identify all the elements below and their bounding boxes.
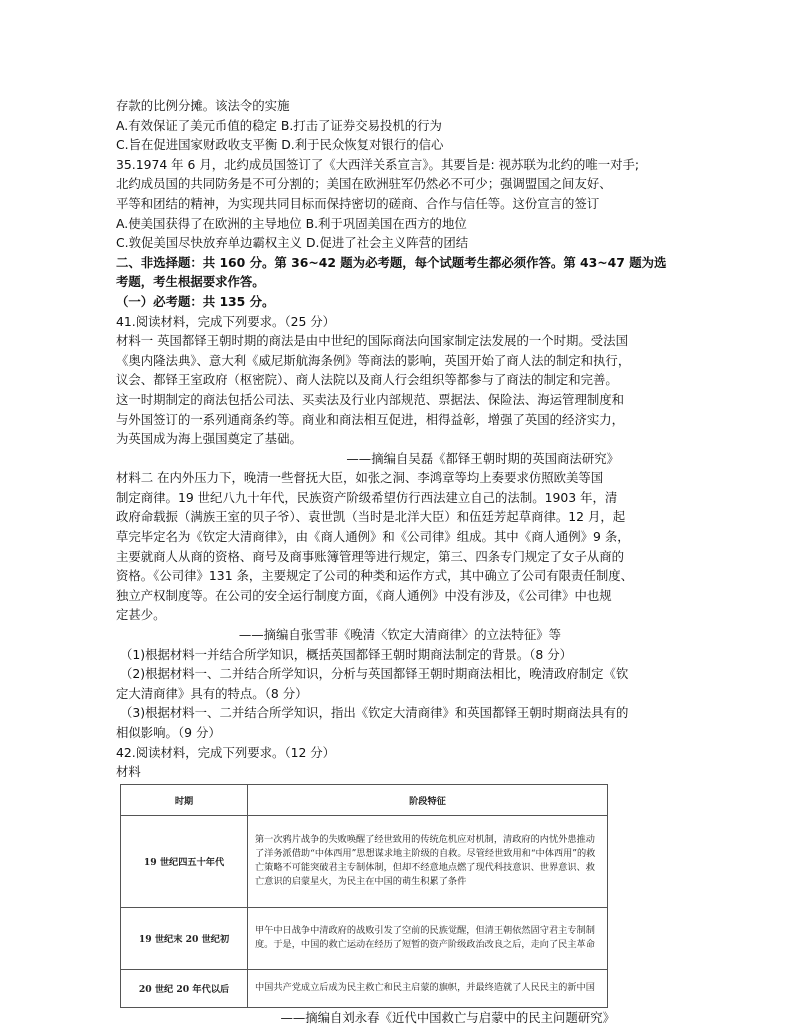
- q41-m2-line: 材料二 在内外压力下，晚清一些督抚大臣，如张之洞、李鸿章等均上奏要求仿照欧美等国: [116, 470, 604, 486]
- q41-subquestion-2-line-2: 定大清商律》具有的特点。（8 分）: [116, 685, 308, 701]
- q34-options-ab: A.有效保证了美元币值的稳定 B.打击了证券交易投机的行为: [116, 117, 442, 133]
- section2-heading-line-1: 二、非选择题：共 160 分。第 36~42 题为必考题，每个试题考生都必须作答。第 43~47 题为选: [116, 254, 667, 270]
- q41-subquestion-3-line-2: 相似影响。（9 分）: [116, 725, 221, 740]
- q41-m1-line: 《奥内隆法典》、意大利《威尼斯航海条例》等商法的影响，英国开始了商人法的制定和执行，: [116, 352, 631, 368]
- q41-m1-line: 为英国成为海上强国奠定了基础。: [116, 431, 302, 447]
- q35-stem-line-2: 北约成员国的共同防务是不可分割的；美国在欧洲驻军仍然必不可少；强调盟国之间友好、: [116, 176, 612, 192]
- required-section-heading: （一）必考题：共 135 分。: [116, 293, 275, 309]
- q34-options-cd: C.旨在促进国家财政收支平衡 D.利于民众恢复对银行的信心: [116, 137, 444, 153]
- q41-m2-line: 定甚少。: [116, 607, 166, 623]
- q41-m2-line: 资格。《公司律》131 条，主要规定了公司的种类和运作方式，其中确立了公司有限责任制度、: [116, 568, 634, 584]
- q41-subquestion-2-line-1: （2)根据材料一、二并结合所学知识，分析与英国都铎王朝时期商法相比，晚清政府制定《钦: [120, 666, 629, 682]
- q41-m1-source: ——摘编自吴磊《都铎王朝时期的英国商法研究》: [346, 450, 619, 466]
- q41-m2-line: 独立产权制度等。在公司的安全运行制度方面，《商人通例》中没有涉及，《公司律》中也规: [116, 587, 612, 603]
- q35-options-cd: C.敦促美国尽快放弃单边霸权主义 D.促进了社会主义阵营的团结: [116, 235, 469, 251]
- q41-m2-line: 主要就商人从商的资格、商号及商事账簿管理等进行规定，第三、四条专门规定了女子从商的: [116, 548, 625, 564]
- q41-heading: 41.阅读材料，完成下列要求。（25 分）: [116, 313, 336, 329]
- q41-m1-line: 这一时期制定的商法包括公司法、买卖法及行业内部规范、票据法、保险法、海运管理制度和: [116, 391, 625, 407]
- q41-subquestion-3-line-1: （3)根据材料一、二并结合所学知识，指出《钦定大清商律》和英国都铎王朝时期商法具有的: [120, 705, 629, 721]
- q41-m2-line: 草完毕定名为《钦定大清商律》，由《商人通例》和《公司律》组成。其中《商人通例》9 条，: [116, 529, 630, 545]
- period-cell: 20 世纪 20 年代以后: [121, 969, 248, 1007]
- table-row: [121, 907, 608, 969]
- q34-stem-tail: 存款的比例分摊。该法令的实施: [116, 98, 290, 113]
- section2-heading-line-2: 考题，考生根据要求作答。: [116, 274, 265, 290]
- q41-m2-line: 政府命载振（满族王室的贝子爷）、袁世凯（当时是北洋大臣）和伍廷芳起草商律。12 月，起: [116, 509, 626, 525]
- q41-material-1: [116, 331, 681, 449]
- q42-heading: 42.阅读材料，完成下列要求。（12 分）: [116, 744, 336, 760]
- feature-cell: 甲午中日战争中清政府的战败引发了空前的民族觉醒，但清王朝依然固守君主专制制度。于是，中国的救亡运动在经历了短暂的资产阶级政治改良之后，走向了民主革命: [248, 907, 608, 969]
- feature-cell: 中国共产党成立后成为民主救亡和民主启蒙的旗帜，并最终造就了人民民主的新中国: [248, 969, 608, 1007]
- q41-m1-line: 材料一 英国都铎王朝时期的商法是由中世纪的国际商法向国家制定法发展的一个时期。受法国: [116, 333, 628, 349]
- period-column-header: 时期: [121, 784, 248, 815]
- q41-m2-line: 制定商律。19 世纪八九十年代，民族资产阶级希望仿行西法建立自己的法制。1903 年，清: [116, 489, 618, 505]
- q41-m1-line: 议会、都铎王室政府（枢密院）、商人法院以及商人行会组织等都参与了商法的制定和完善。: [116, 372, 618, 388]
- q42-material-label: 材料: [116, 764, 141, 780]
- period-cell: 19 世纪四五十年代: [121, 815, 248, 907]
- q41-subquestion-1: （1)根据材料一并结合所学知识，概括英国都铎王朝时期商法制定的背景。（8 分）: [120, 646, 573, 662]
- table-header-row: [121, 784, 608, 815]
- table-row: [121, 969, 608, 1007]
- feature-column-header: 阶段特征: [248, 784, 608, 815]
- q42-source: ——摘编自刘永春《近代中国救亡与启蒙中的民主问题研究》: [280, 1009, 615, 1025]
- q35-stem-line-3: 平等和团结的精神，为实现共同目标而保持密切的磋商、合作与信任等。这份宣言的签订: [116, 195, 600, 211]
- q41-m2-source: ——摘编自张雪菲《晚清〈钦定大清商律〉的立法特征》等: [238, 627, 561, 643]
- stage-features-table: [120, 784, 608, 1008]
- q35-stem-line-1: 35.1974 年 6 月，北约成员国签订了《大西洋关系宣言》。其要旨是: 视苏联为北约的唯一对手;: [116, 156, 640, 172]
- q35-options-ab: A.使美国获得了在欧洲的主导地位 B.利于巩固美国在西方的地位: [116, 215, 467, 231]
- exam-page: [116, 96, 681, 1027]
- table-row: [121, 815, 608, 907]
- q41-m1-line: 与外国签订的一系列通商条约等。商业和商法相互促进，相得益彰，增强了英国的经济实力，: [116, 411, 625, 427]
- q41-material-2: [116, 468, 681, 625]
- period-cell: 19 世纪末 20 世纪初: [121, 907, 248, 969]
- feature-cell: 第一次鸦片战争的失败唤醒了经世致用的传统危机应对机制，清政府的内忧外患推动了洋务派借助“中体西用”思想谋求地主阶级的自救。尽管经世致用和“中体西用”的救亡策略不可能突破君主专制体制，但却不经意地点燃了现代科技意识、世界意识、救亡意识的启蒙星火，为民主在中国的萌生积累了条件: [248, 815, 608, 907]
